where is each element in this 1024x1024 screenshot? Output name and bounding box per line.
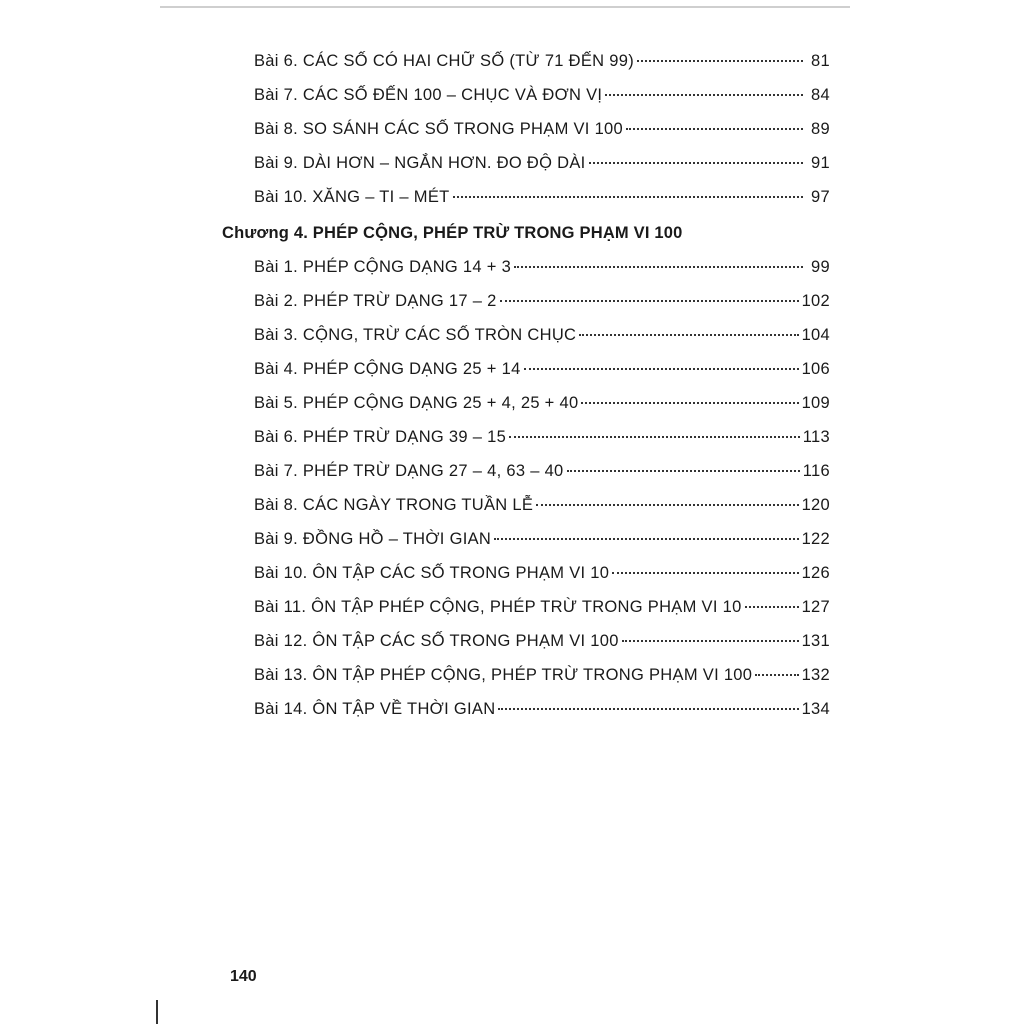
toc-entry[interactable]	[254, 564, 830, 590]
toc-entry-page: 126	[801, 564, 830, 582]
toc-entry[interactable]	[254, 326, 830, 352]
dot-leader	[745, 606, 799, 608]
toc-entry[interactable]	[254, 258, 830, 284]
toc-entry-page: 99	[811, 258, 830, 276]
toc-entry-label: Bài 13. ÔN TẬP PHÉP CỘNG, PHÉP TRỪ TRONG PHẠM VI 100	[254, 666, 753, 684]
toc-entry-label: Bài 8. SO SÁNH CÁC SỐ TRONG PHẠM VI 100	[254, 120, 623, 138]
dot-leader	[498, 708, 798, 710]
dot-leader	[509, 436, 800, 438]
dot-leader	[494, 538, 798, 540]
toc-entry-label: Bài 7. CÁC SỐ ĐẾN 100 – CHỤC VÀ ĐƠN VỊ	[254, 86, 603, 104]
toc-entry-page: 106	[801, 360, 830, 378]
toc-entry[interactable]	[254, 188, 830, 214]
toc-entry[interactable]	[254, 428, 830, 454]
toc-entry-page: 113	[802, 428, 830, 446]
toc-entry-page: 116	[802, 462, 830, 480]
toc-entry-label: Bài 10. ÔN TẬP CÁC SỐ TRONG PHẠM VI 10	[254, 564, 610, 582]
toc-entry-label: Bài 1. PHÉP CỘNG DẠNG 14 + 3	[254, 258, 512, 276]
toc-entry-label: Bài 6. CÁC SỐ CÓ HAI CHỮ SỐ (TỪ 71 ĐẾN 99)	[254, 52, 635, 70]
toc-entry-page: 97	[811, 188, 830, 206]
dot-leader	[605, 94, 803, 96]
toc-entry[interactable]	[254, 86, 830, 112]
toc-entry[interactable]	[254, 496, 830, 522]
toc-entry-page: 104	[801, 326, 830, 344]
toc-entry-page: 89	[811, 120, 830, 138]
toc-entry-label: Bài 11. ÔN TẬP PHÉP CỘNG, PHÉP TRỪ TRONG PHẠM VI 10	[254, 598, 742, 616]
toc-entry-page: 91	[811, 154, 830, 172]
toc-entry-label: Bài 14. ÔN TẬP VỀ THỜI GIAN	[254, 700, 496, 718]
toc-entry[interactable]	[254, 394, 830, 420]
toc-entry-page: 131	[801, 632, 830, 650]
dot-leader	[579, 334, 798, 336]
dot-leader	[755, 674, 798, 676]
toc-entry-page: 81	[811, 52, 830, 70]
dot-leader	[567, 470, 800, 472]
toc-entry-label: Bài 9. ĐỒNG HỒ – THỜI GIAN	[254, 530, 492, 548]
dot-leader	[622, 640, 799, 642]
toc-entry-label: Bài 10. XĂNG – TI – MÉT	[254, 188, 450, 206]
toc-entry-page: 109	[801, 394, 830, 412]
toc-entry[interactable]	[254, 700, 830, 726]
toc-entry[interactable]	[254, 292, 830, 318]
toc-entry-label: Bài 12. ÔN TẬP CÁC SỐ TRONG PHẠM VI 100	[254, 632, 619, 650]
dot-leader	[500, 300, 799, 302]
toc-entry[interactable]	[254, 462, 830, 488]
dot-leader	[637, 60, 803, 62]
dot-leader	[524, 368, 799, 370]
dot-leader	[536, 504, 798, 506]
toc-entry-page: 120	[801, 496, 830, 514]
toc-entry[interactable]	[254, 52, 830, 78]
toc-entry-page: 127	[801, 598, 830, 616]
toc-entry[interactable]	[254, 598, 830, 624]
toc-entry-label: Bài 3. CỘNG, TRỪ CÁC SỐ TRÒN CHỤC	[254, 326, 577, 344]
dot-leader	[612, 572, 798, 574]
toc-entry-label: Bài 2. PHÉP TRỪ DẠNG 17 – 2	[254, 292, 497, 310]
dot-leader	[626, 128, 803, 130]
toc-entry[interactable]	[254, 154, 830, 180]
toc-entry-label: Bài 7. PHÉP TRỪ DẠNG 27 – 4, 63 – 40	[254, 462, 564, 480]
toc-entry[interactable]	[254, 632, 830, 658]
toc-entry-page: 84	[811, 86, 830, 104]
dot-leader	[453, 196, 804, 198]
toc-entry[interactable]	[254, 530, 830, 556]
page-number: 140	[230, 968, 257, 985]
toc-entry-label: Bài 4. PHÉP CỘNG DẠNG 25 + 14	[254, 360, 521, 378]
toc-entry[interactable]	[254, 120, 830, 146]
dot-leader	[514, 266, 803, 268]
toc-entry-label: Bài 6. PHÉP TRỪ DẠNG 39 – 15	[254, 428, 507, 446]
toc-entry-page: 134	[801, 700, 830, 718]
toc-entry-label: Bài 5. PHÉP CỘNG DẠNG 25 + 4, 25 + 40	[254, 394, 579, 412]
chapter-heading[interactable]: Chương 4. PHÉP CỘNG, PHÉP TRỪ TRONG PHẠM VI 100	[222, 224, 683, 242]
toc-entry-page: 102	[801, 292, 830, 310]
toc-entry-label: Bài 9. DÀI HƠN – NGẮN HƠN. ĐO ĐỘ DÀI	[254, 154, 586, 172]
dot-leader	[589, 162, 803, 164]
toc-entry[interactable]	[254, 666, 830, 692]
toc-entry-page: 122	[801, 530, 830, 548]
toc-entry[interactable]	[254, 360, 830, 386]
dot-leader	[581, 402, 798, 404]
toc-entry-label: Bài 8. CÁC NGÀY TRONG TUẦN LỄ	[254, 496, 534, 514]
toc-entry-page: 132	[801, 666, 830, 684]
